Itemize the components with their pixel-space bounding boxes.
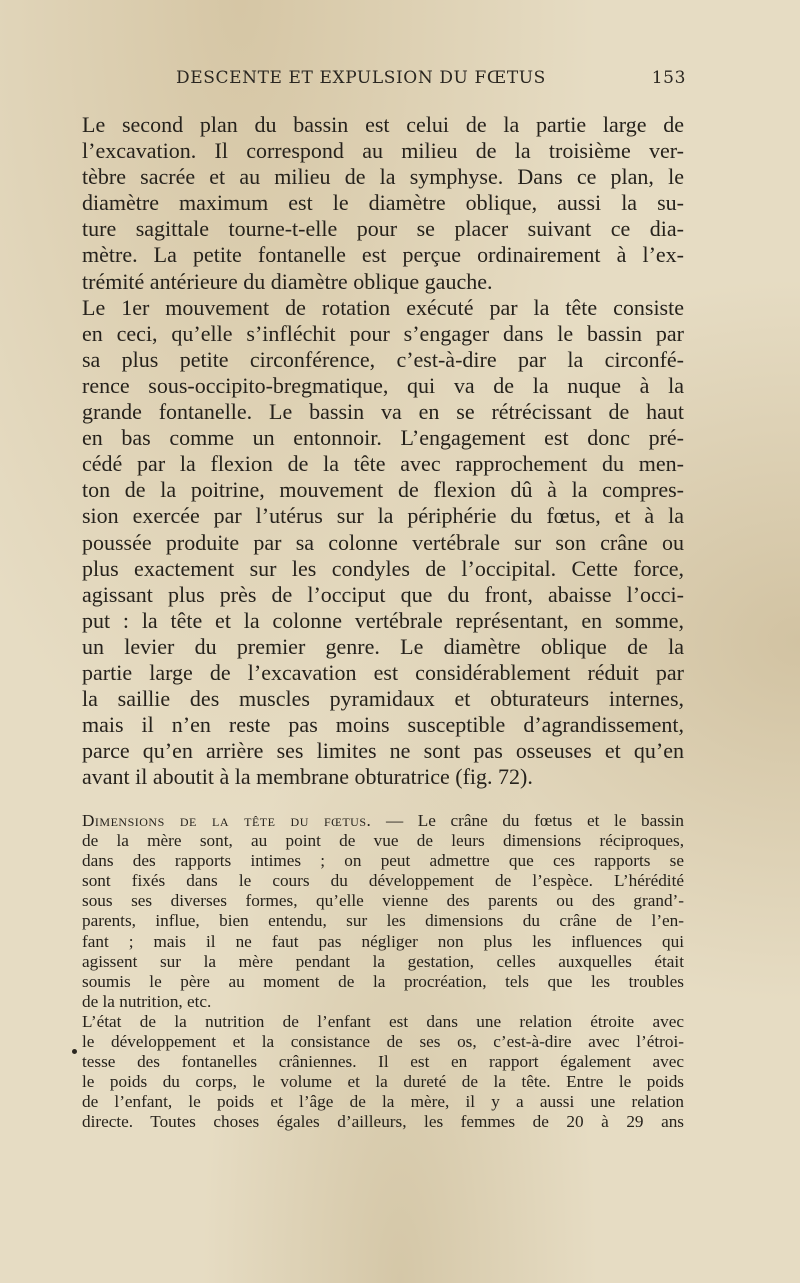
text-line: la saillie des muscles pyramidaux et obturateurs internes, (82, 686, 684, 712)
footnote-heading: Dimensions de la tête du fœtus. (82, 811, 372, 830)
text-line: avant il aboutit à la membrane obturatrice (fig. 72). (82, 764, 533, 790)
footnote-line: L’état de la nutrition de l’enfant est dans une relation étroite avec (82, 1011, 684, 1031)
text-line: sion exercée par l’utérus sur la périphérie du fœtus, et à la (82, 503, 684, 529)
text-line: parce qu’en arrière ses limites ne sont pas osseuses et qu’en (82, 738, 684, 764)
footnote-text (82, 811, 684, 1133)
text-line: Le second plan du bassin est celui de la partie large de (82, 112, 684, 137)
text-line: trémité antérieure du diamètre oblique gauche. (82, 268, 493, 294)
footnote-first-line (82, 811, 684, 831)
text-line: tèbre sacrée et au milieu de la symphyse. Dans ce plan, le (82, 164, 684, 190)
text-line: ture sagittale tourne-t-elle pour se placer suivant ce dia- (82, 216, 684, 242)
text-line: en ceci, qu’elle s’infléchit pour s’engager dans le bassin par (82, 320, 684, 346)
footnote-line: agissent sur la mère pendant la gestation, celles auxquelles était (82, 951, 684, 971)
footnote-line: soumis le père au moment de la procréation, tels que les troubles (82, 971, 684, 991)
footnote-line: sont fixés dans le cours du développement de l’espèce. L’hérédité (82, 871, 684, 891)
text-line: partie large de l’excavation est considérablement réduit par (82, 659, 684, 685)
text-line: agissant plus près de l’occiput que du front, abaisse l’occi- (82, 581, 684, 607)
text-line: l’excavation. Il correspond au milieu de la troisième ver- (82, 138, 684, 164)
footnote-line: le poids du corps, le volume et la dureté de la tête. Entre le poids (82, 1072, 684, 1092)
footnote-line: de l’enfant, le poids et l’âge de la mère, il y a aussi une relation (82, 1092, 684, 1112)
footnote-line: parents, influe, bien entendu, sur les dimensions du crâne de l’en- (82, 911, 684, 931)
page-number: 153 (651, 68, 686, 88)
running-title: DESCENTE ET EXPULSION DU FŒTUS (176, 68, 546, 88)
margin-bullet-mark (72, 1049, 77, 1054)
footnote-first-line-rest: — Le crâne du fœtus et le bassin (371, 811, 684, 830)
footnote-line: tesse des fontanelles crâniennes. Il est en rapport également avec (82, 1052, 684, 1072)
footnote-line: le développement et la consistance de ses os, c’est-à-dire avec l’étroi- (82, 1032, 684, 1052)
text-line: mètre. La petite fontanelle est perçue ordinairement à l’ex- (82, 242, 684, 268)
footnote-line: sous ses diverses formes, qu’elle vienne des parents ou des grand’- (82, 891, 684, 911)
text-line: diamètre maximum est le diamètre oblique, aussi la su- (82, 190, 684, 216)
footnote-line: de la nutrition, etc. (82, 991, 212, 1011)
footnote-line: dans des rapports intimes ; on peut admettre que ces rapports se (82, 851, 684, 871)
text-line: mais il n’en reste pas moins susceptible d’agrandissement, (82, 712, 684, 738)
text-line: rence sous-occipito-bregmatique, qui va de la nuque à la (82, 372, 684, 398)
text-line: cédé par la flexion de la tête avec rapprochement du men- (82, 451, 684, 477)
text-line: poussée produite par sa colonne vertébrale sur son crâne ou (82, 529, 684, 555)
footnote-line: fant ; mais il ne faut pas négliger non plus les influences qui (82, 931, 684, 951)
footnote-line: directe. Toutes choses égales d’ailleurs, les femmes de 20 à 29 ans (82, 1112, 684, 1132)
text-line: grande fontanelle. Le bassin va en se rétrécissant de haut (82, 399, 684, 425)
text-line: put : la tête et la colonne vertébrale représentant, en somme, (82, 607, 684, 633)
footnote-line: de la mère sont, au point de vue de leurs dimensions réciproques, (82, 831, 684, 851)
text-line: un levier du premier genre. Le diamètre oblique de la (82, 633, 684, 659)
text-line: plus exactement sur les condyles de l’occipital. Cette force, (82, 555, 684, 581)
text-line: ton de la poitrine, mouvement de flexion dû à la compres- (82, 477, 684, 503)
main-text (82, 112, 684, 790)
running-header (176, 68, 686, 92)
text-line: en bas comme un entonnoir. L’engagement est donc pré- (82, 425, 684, 451)
text-line: Le 1er mouvement de rotation exécuté par la tête consiste (82, 294, 684, 320)
text-line: sa plus petite circonférence, c’est-à-dire par la circonfé- (82, 346, 684, 372)
